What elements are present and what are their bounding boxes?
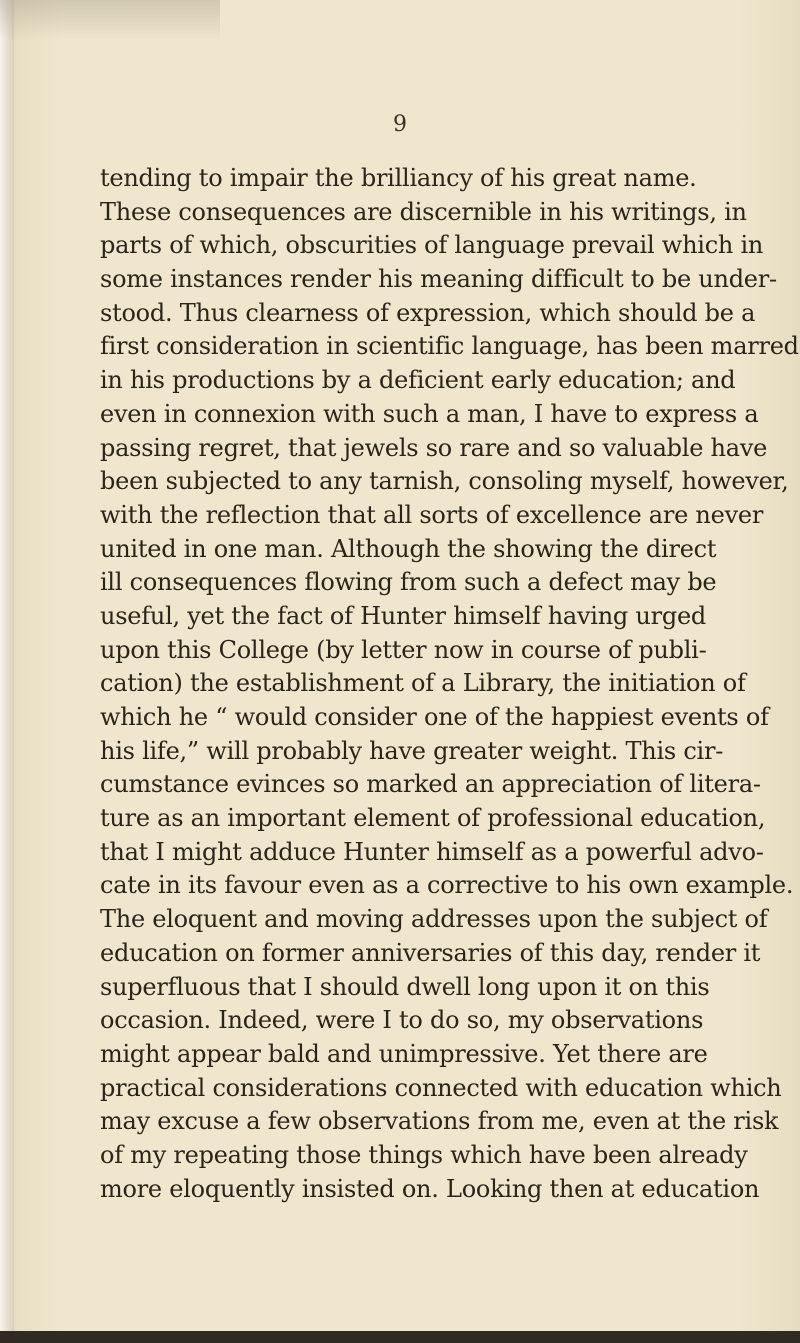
text-line: which he “ would consider one of the happiest events of	[100, 703, 769, 731]
text-line: occasion. Indeed, were I to do so, my observations	[100, 1006, 704, 1035]
text-line: ill consequences flowing from such a defect may be	[100, 568, 717, 597]
text-line: passing regret, that jewels so rare and so valuable have	[100, 433, 768, 462]
body-text	[100, 162, 799, 1206]
text-line: cate in its favour even as a corrective to his own example.	[100, 871, 794, 900]
text-line: cation) the establishment of a Library, the initiation of	[100, 669, 746, 698]
text-line: united in one man. Although the showing the direct	[100, 534, 717, 563]
text-line: with the reflection that all sorts of excellence are never	[100, 500, 764, 529]
text-line: stood. Thus clearness of expression, which should be a	[100, 298, 756, 327]
text-line: cumstance evinces so marked an appreciation of litera-	[100, 770, 761, 799]
text-line: practical considerations connected with education which	[100, 1073, 782, 1102]
text-line: superfluous that I should dwell long upon it on this	[100, 972, 710, 1001]
text-line: ture as an important element of professional education,	[100, 804, 766, 833]
text-line: more eloquently insisted on. Looking then at education	[100, 1174, 760, 1203]
page-shadow	[0, 0, 220, 40]
text-line: some instances render his meaning difficult to be under-	[100, 265, 777, 294]
text-line: that I might adduce Hunter himself as a powerful advo-	[100, 837, 764, 866]
text-line: education on former anniversaries of this day, render it	[100, 938, 761, 967]
text-line: might appear bald and unimpressive. Yet there are	[100, 1039, 708, 1068]
page-binding-edge	[0, 0, 14, 1343]
text-line: his life,” will probably have greater weight. This cir-	[100, 736, 724, 765]
text-line: The eloquent and moving addresses upon the subject of	[100, 905, 768, 934]
text-line: been subjected to any tarnish, consoling myself, however,	[100, 467, 789, 496]
text-line: may excuse a few observations from me, even at the risk	[100, 1107, 779, 1136]
scan-bottom-edge	[0, 1331, 800, 1343]
page-number: 9	[393, 112, 407, 137]
text-line: upon this College (by letter now in course of publi-	[100, 635, 707, 664]
text-line: in his productions by a deficient early education; and	[100, 366, 736, 395]
text-line: of my repeating those things which have been already	[100, 1140, 748, 1169]
text-line: useful, yet the fact of Hunter himself having urged	[100, 601, 707, 630]
text-line: tending to impair the brilliancy of his great name.	[100, 164, 697, 192]
text-line: even in connexion with such a man, I have to express a	[100, 399, 759, 428]
text-line: These consequences are discernible in his writings, in	[100, 197, 747, 226]
text-line: parts of which, obscurities of language prevail which in	[100, 231, 764, 260]
text-line: first consideration in scientific language, has been marred	[100, 332, 799, 361]
